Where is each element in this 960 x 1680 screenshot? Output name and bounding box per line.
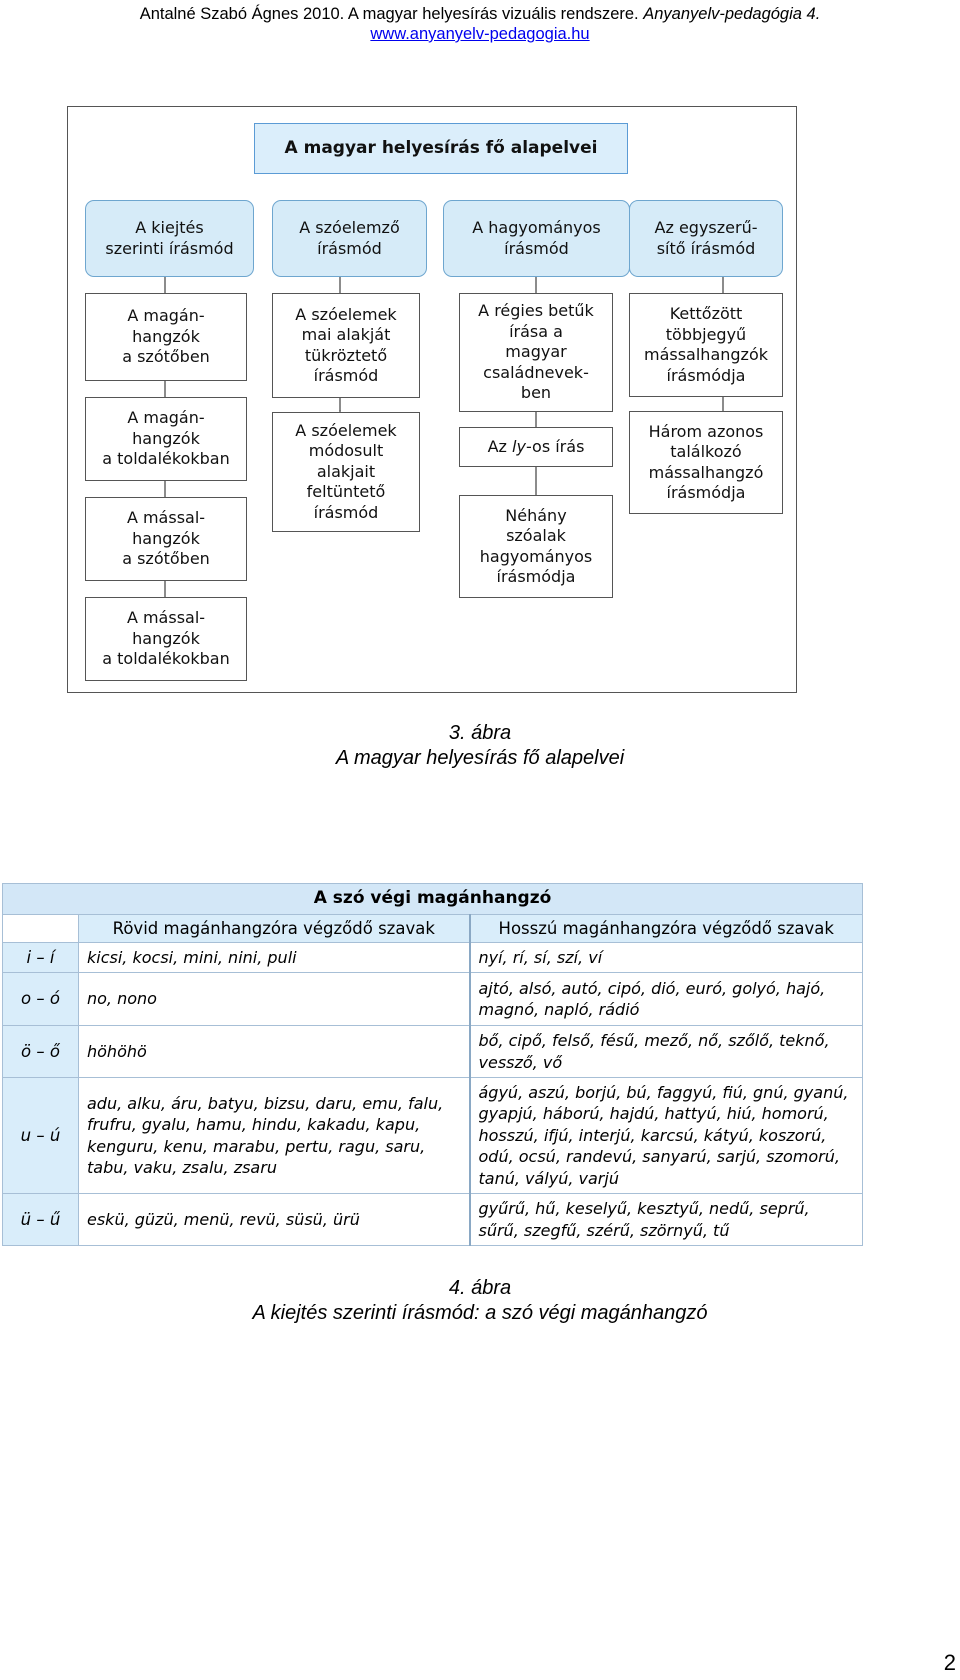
node-traditional-wordforms: Néhány szóalak hagyományos írásmódja — [459, 495, 613, 598]
node-doubled-digraphs: Kettőzött többjegyű mássalhangzók írásmódja — [629, 293, 783, 397]
page-header — [0, 4, 960, 44]
row-label: u – ú — [3, 1078, 79, 1194]
figure3-text: A magyar helyesírás fő alapelvei — [335, 747, 625, 769]
short-words: eskü, güzü, menü, revü, süsü, ürü — [79, 1194, 470, 1246]
node-ly-spelling: Az ly-os írás — [459, 427, 613, 467]
column-header-long: Hosszú magánhangzóra végződő szavak — [470, 915, 863, 943]
short-words: adu, alku, áru, batyu, bizsu, daru, emu, falu, frufru, gyalu, hamu, hindu, kakadu, kapu, kenguru, kenu, marabu, pertu, ragu, saru, tabu, vaku, zsalu, zsaru — [79, 1078, 470, 1194]
table-row — [3, 1078, 863, 1194]
column-header-short: Rövid magánhangzóra végződő szavak — [79, 915, 470, 943]
corner-cell — [3, 915, 79, 943]
row-label: ö – ő — [3, 1026, 79, 1078]
node-traditional-principle: A hagyományos írásmód — [443, 200, 630, 277]
diagram-title: A magyar helyesírás fő alapelvei — [254, 123, 628, 174]
figure3-number: 3. ábra — [448, 722, 512, 744]
table-row — [3, 973, 863, 1026]
figure4-caption — [0, 1276, 960, 1326]
short-words: no, nono — [79, 973, 470, 1026]
short-words: kicsi, kocsi, mini, nini, puli — [79, 943, 470, 973]
table-row — [3, 1026, 863, 1078]
principles-diagram — [67, 106, 797, 693]
author-line: Antalné Szabó Ágnes 2010. A magyar helyesírás vizuális rendszere. — [139, 5, 639, 23]
long-words: gyűrű, hű, keselyű, kesztyű, nedű, seprű, sűrű, szegfű, szérű, szörnyű, tű — [470, 1194, 863, 1246]
figure4-number: 4. ábra — [448, 1277, 512, 1299]
node-current-forms: A szóelemek mai alakját tükröztető írásmód — [272, 293, 420, 398]
node-simplifying-principle: Az egyszerű- sítő írásmód — [629, 200, 783, 277]
node-vowels-stem: A magán- hangzók a szótőben — [85, 293, 247, 381]
node-archaic-letters: A régies betűk írása a magyar családnevek- ben — [459, 293, 613, 412]
page-number: 2 — [943, 1650, 956, 1675]
final-vowel-table — [2, 883, 863, 1246]
row-label: o – ó — [3, 973, 79, 1026]
table-row — [3, 943, 863, 973]
long-words: ajtó, alsó, autó, cipó, dió, euró, golyó, hajó, magnó, napló, rádió — [470, 973, 863, 1026]
short-words: höhöhö — [79, 1026, 470, 1078]
figure3-caption — [0, 721, 960, 771]
table-title: A szó végi magánhangzó — [3, 884, 863, 915]
figure4-text: A kiejtés szerinti írásmód: a szó végi magánhangzó — [252, 1302, 708, 1324]
long-words: nyí, rí, sí, szí, ví — [470, 943, 863, 973]
website-link[interactable]: www.anyanyelv-pedagogia.hu — [370, 25, 590, 43]
long-words: bő, cipő, felső, fésű, mező, nő, szőlő, teknő, vessző, vő — [470, 1026, 863, 1078]
node-consonants-stem: A mással- hangzók a szótőben — [85, 497, 247, 581]
node-consonants-suffix: A mással- hangzók a toldalékokban — [85, 597, 247, 681]
node-three-consonants: Három azonos találkozó mássalhangzó írásmódja — [629, 411, 783, 514]
row-label: i – í — [3, 943, 79, 973]
node-morphological-principle: A szóelemző írásmód — [272, 200, 427, 277]
node-vowels-suffix: A magán- hangzók a toldalékokban — [85, 397, 247, 481]
citation-line — [0, 4, 960, 24]
long-words: ágyú, aszú, borjú, bú, faggyú, fiú, gnú, gyanú, gyapjú, háború, hajdú, hattyú, hiú, homorú, hosszú, ifjú, interjú, karcsú, kátyú, koszorú, odú, ocsú, randevú, sanyarú, sarjú, szomorú, tanú, vályú, varjú — [470, 1078, 863, 1194]
journal-name: Anyanyelv-pedagógia 4. — [643, 5, 821, 23]
node-modified-forms: A szóelemek módosult alakjait feltüntető írásmód — [272, 412, 420, 532]
row-label: ü – ű — [3, 1194, 79, 1246]
node-pronunciation-principle: A kiejtés szerinti írásmód — [85, 200, 254, 277]
table-row — [3, 1194, 863, 1246]
